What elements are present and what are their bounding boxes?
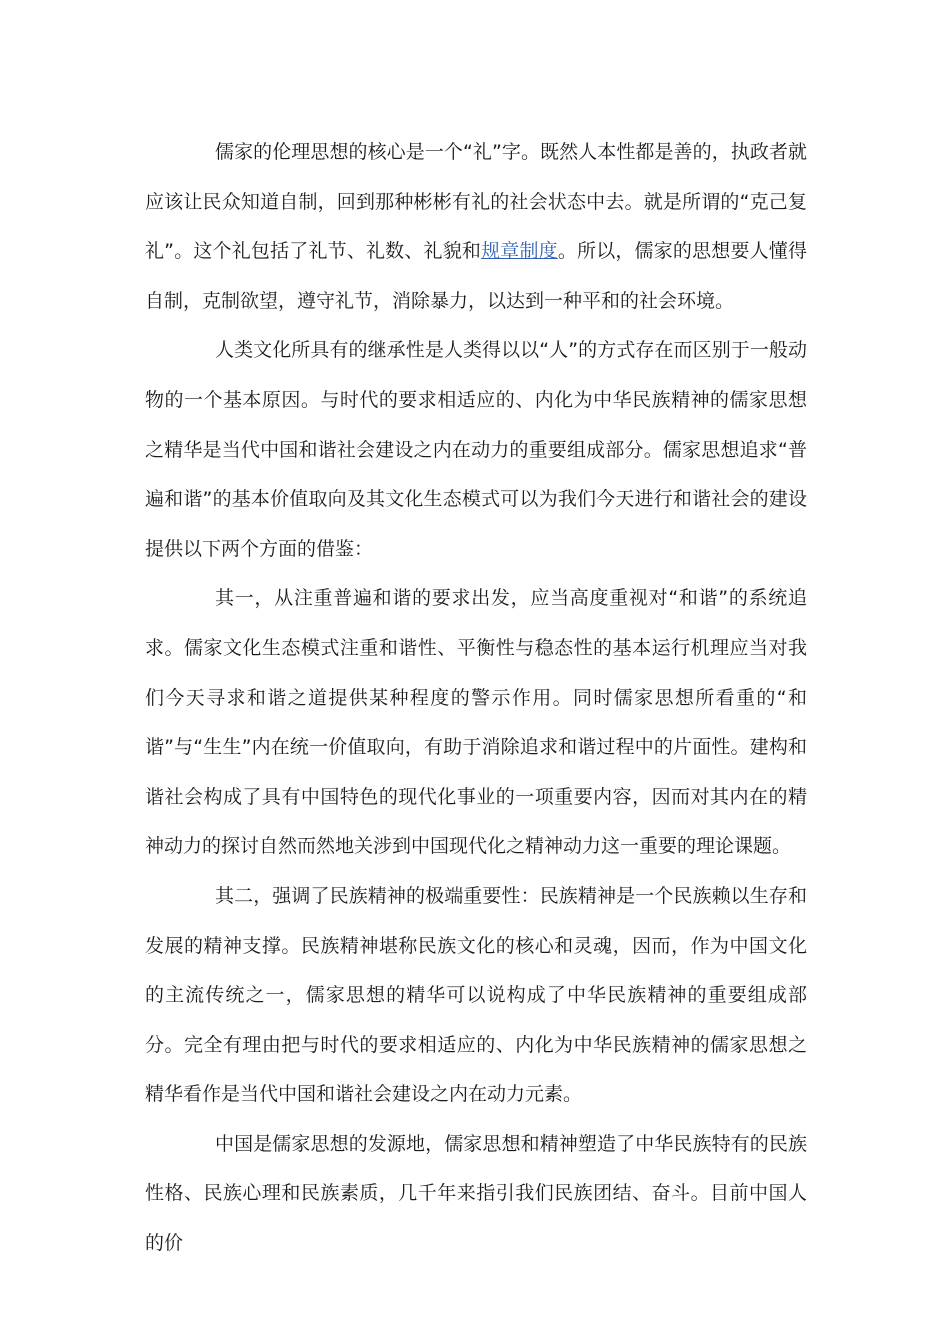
paragraph-1 [145, 128, 807, 326]
paragraph-1-text-after: 。所以，儒家的思想要人懂得自制，克制欲望，遵守礼节，消除暴力，以达到一种平和的社会环境。 [145, 240, 807, 312]
paragraph-4: 其二，强调了民族精神的极端重要性：民族精神是一个民族赖以生存和发展的精神支撑。民族精神堪称民族文化的核心和灵魂，因而，作为中国文化的主流传统之一，儒家思想的精华可以说构成了中华民族精神的重要组成部分。完全有理由把与时代的要求相适应的、内化为中华民族精神的儒家思想之精华看作是当代中国和谐社会建设之内在动力元素。 [145, 884, 807, 1106]
document-body [145, 128, 807, 1269]
paragraph-5: 中国是儒家思想的发源地，儒家思想和精神塑造了中华民族特有的民族性格、民族心理和民族素质，几千年来指引我们民族团结、奋斗。目前中国人的价 [145, 1132, 807, 1255]
paragraph-1-text-before: 儒家的伦理思想的核心是一个“礼”字。既然人本性都是善的，执政者就应该让民众知道自制，回到那种彬彬有礼的社会状态中去。就是所谓的“克己复礼”。这个礼包括了礼节、礼数、礼貌和 [145, 141, 807, 263]
paragraph-3: 其一，从注重普遍和谐的要求出发，应当高度重视对“和谐”的系统追求。儒家文化生态模式注重和谐性、平衡性与稳态性的基本运行机理应当对我们今天寻求和谐之道提供某种程度的警示作用。同时儒家思想所看重的“和谐”与“生生”内在统一价值取向，有助于消除追求和谐过程中的片面性。建构和谐社会构成了具有中国特色的现代化事业的一项重要内容，因而对其内在的精神动力的探讨自然而然地关涉到中国现代化之精神动力这一重要的理论课题。 [145, 587, 807, 858]
regulation-link[interactable]: 规章制度 [481, 240, 558, 263]
paragraph-2: 人类文化所具有的继承性是人类得以以“人”的方式存在而区别于一般动物的一个基本原因。与时代的要求相适应的、内化为中华民族精神的儒家思想之精华是当代中国和谐社会建设之内在动力的重要组成部分。儒家思想追求“普遍和谐”的基本价值取向及其文化生态模式可以为我们今天进行和谐社会的建设提供以下两个方面的借鉴： [145, 339, 807, 560]
